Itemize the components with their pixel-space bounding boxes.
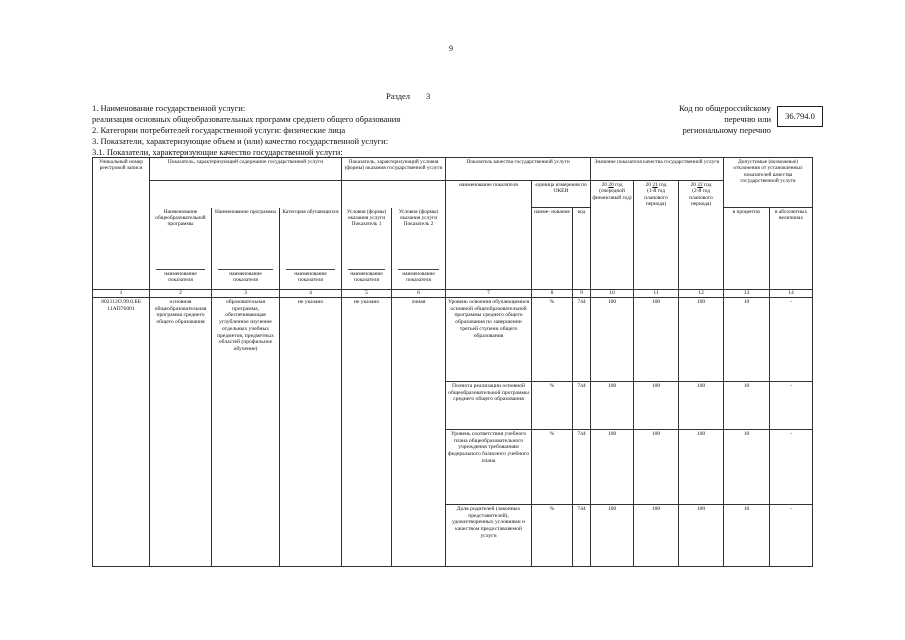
page-number: 9 [449, 44, 453, 53]
column-number: 7 [446, 290, 532, 298]
value-year2: 100 [634, 382, 679, 430]
code-value-box: 36.794.0 [777, 106, 823, 127]
year1-suffix: год [615, 182, 623, 188]
condition1-cell: не указано [342, 298, 392, 567]
program-name-cell: образовательная программа, обеспечивающая углубленное изучение отдельных учебных предметов, предметных областей (профильное обучение) [212, 298, 280, 567]
sub-condition2-label: Условия (формы) оказания услуги Показатель 2 [398, 208, 439, 228]
value-year1: 100 [591, 298, 634, 382]
indicator-name: Доля родителей (законных представителей), удовлетворенных условиями и качеством предоставляемой услуги [446, 505, 532, 567]
header-content-indicator: Показатель, характеризующий содержание государственной услуги [150, 158, 342, 181]
header-indicator-name: наименование показателя [446, 181, 532, 290]
indicator-code: 744 [573, 382, 591, 430]
header-conditions-indicator: Показатель, характеризующий условия (формы) оказания государственной услуги [342, 158, 446, 181]
deviation-absolute: - [770, 298, 813, 382]
deviation-absolute: - [770, 505, 813, 567]
indicator-unit: % [532, 505, 573, 567]
column-number: 13 [724, 290, 770, 298]
column-number: 8 [532, 290, 573, 298]
value-year1: 100 [591, 430, 634, 505]
code-label-line3: региональному перечню [682, 125, 771, 135]
column-number: 11 [634, 290, 679, 298]
column-number: 4 [280, 290, 342, 298]
indicators-heading: 3. Показатели, характеризующие объем и (или) качество государственной услуги: [92, 136, 389, 146]
sub-category-caption: наименование показателя [286, 269, 335, 284]
indicator-code: 744 [573, 298, 591, 382]
sub-program-label: Наименование общеобразовательной программы [155, 208, 206, 228]
service-name-label: 1. Наименование государственной услуги: [92, 103, 246, 113]
sub-program-name-caption: наименование показателя [218, 269, 273, 284]
year2-value: 21 [652, 182, 658, 188]
conditions-indicator-spacer [342, 181, 446, 208]
column-number: 10 [591, 290, 634, 298]
section-number: 3 [426, 91, 431, 101]
deviation-percent: 10 [724, 430, 770, 505]
year2-suffix: год [659, 182, 667, 188]
sub-program-caption: наименование показателя [156, 269, 205, 284]
year3-desc: (2-й год планового периода) [689, 188, 713, 208]
column-number: 12 [679, 290, 724, 298]
year1-desc: (очередной финансовый год) [592, 188, 632, 201]
header-sub-condition1 [342, 208, 392, 290]
deviation-absolute: - [770, 382, 813, 430]
value-year1: 100 [591, 382, 634, 430]
section-label: Раздел [386, 91, 411, 101]
indicator-unit: % [532, 430, 573, 505]
code-label-line1: Код по общероссийскому [678, 103, 771, 113]
column-number: 5 [342, 290, 392, 298]
indicator-code: 744 [573, 505, 591, 567]
column-number: 3 [212, 290, 280, 298]
header-unit-name: наиме- нование [532, 208, 573, 290]
indicator-name: Полнота реализации основной общеобразовательной программы среднего общего образования [446, 382, 532, 430]
column-number: 2 [150, 290, 212, 298]
year2-prefix: 20 [645, 182, 651, 188]
header-sub-condition2 [392, 208, 446, 290]
value-year2: 100 [634, 505, 679, 567]
header-dev-percent: в процентах [724, 208, 770, 290]
header-dev-absolute: в абсолютных величинах [770, 208, 813, 290]
header-sub-category [280, 208, 342, 290]
value-year3: 100 [679, 382, 724, 430]
deviation-absolute: - [770, 430, 813, 505]
value-year3: 100 [679, 430, 724, 505]
sub-program-name-label: Наименование программы [215, 208, 276, 215]
indicator-unit: % [532, 298, 573, 382]
header-sub-program-name [212, 208, 280, 290]
column-number-row [93, 290, 813, 298]
header-year2 [634, 181, 679, 290]
condition2-cell: очная [392, 298, 446, 567]
year3-value: 22 [697, 182, 703, 188]
year3-suffix: год [704, 182, 712, 188]
year3-prefix: 20 [690, 182, 696, 188]
year2-desc: (1-й год планового периода) [644, 188, 668, 208]
column-number: 14 [770, 290, 813, 298]
content-indicator-spacer [150, 181, 342, 208]
header-year1 [591, 181, 634, 290]
code-label-line2: перечню или [724, 114, 771, 124]
consumer-category: 2. Категории потребителей государственной услуги: физические лица [92, 125, 346, 135]
value-year3: 100 [679, 505, 724, 567]
registry-number: 802112О.99.0.ББ 11АП76001 [93, 298, 150, 567]
value-year2: 100 [634, 430, 679, 505]
quality-table [92, 157, 813, 567]
deviation-percent: 10 [724, 382, 770, 430]
header-value-indicator: Значение показателя качества государственной услуги [591, 158, 724, 181]
value-year3: 100 [679, 298, 724, 382]
column-number: 6 [392, 290, 446, 298]
sub-condition1-label: Условия (формы) оказания услуги Показатель 1 [346, 208, 387, 228]
year1-value: 20 [608, 182, 614, 188]
header-unit: единица измерения по ОКЕИ [532, 181, 591, 208]
column-number: 9 [573, 290, 591, 298]
header-quality-indicator: Показатель качества государственной услуги [446, 158, 591, 181]
deviation-percent: 10 [724, 505, 770, 567]
value-year2: 100 [634, 298, 679, 382]
service-name-value: реализация основных общеобразовательных программ среднего общего образования [92, 114, 401, 124]
sub-condition2-caption: наименование показателя [398, 269, 439, 284]
indicator-name: Уровень соответствия учебного плана общеобразовательного учреждения требованиям федерального базисного учебного плана [446, 430, 532, 505]
indicator-unit: % [532, 382, 573, 430]
header-sub-program [150, 208, 212, 290]
quality-indicators-heading: 3.1. Показатели, характеризующие качество государственной услуги: [92, 147, 343, 157]
program-cell: основная общеобразовательная программа среднего общего образования [150, 298, 212, 567]
column-number: 1 [93, 290, 150, 298]
sub-condition1-caption: наименование показателя [348, 269, 385, 284]
indicator-name: Уровень освоения обучающимися основной общеобразовательной программы среднего общего образования по завершении третьей ступени общего образования [446, 298, 532, 382]
header-year3 [679, 181, 724, 290]
year1-prefix: 20 [601, 182, 607, 188]
indicator-code: 744 [573, 430, 591, 505]
header-deviation: Допустимые (возможные) отклонения от установленных показателей качества государственной услуги [724, 158, 813, 208]
value-year1: 100 [591, 505, 634, 567]
header-registry: Уникальный номер реестровой записи [93, 158, 150, 290]
category-cell: не указано [280, 298, 342, 567]
table-row [93, 298, 813, 382]
deviation-percent: 10 [724, 298, 770, 382]
header-unit-code: код [573, 208, 591, 290]
sub-category-label: Категория обучающихся [282, 208, 339, 215]
